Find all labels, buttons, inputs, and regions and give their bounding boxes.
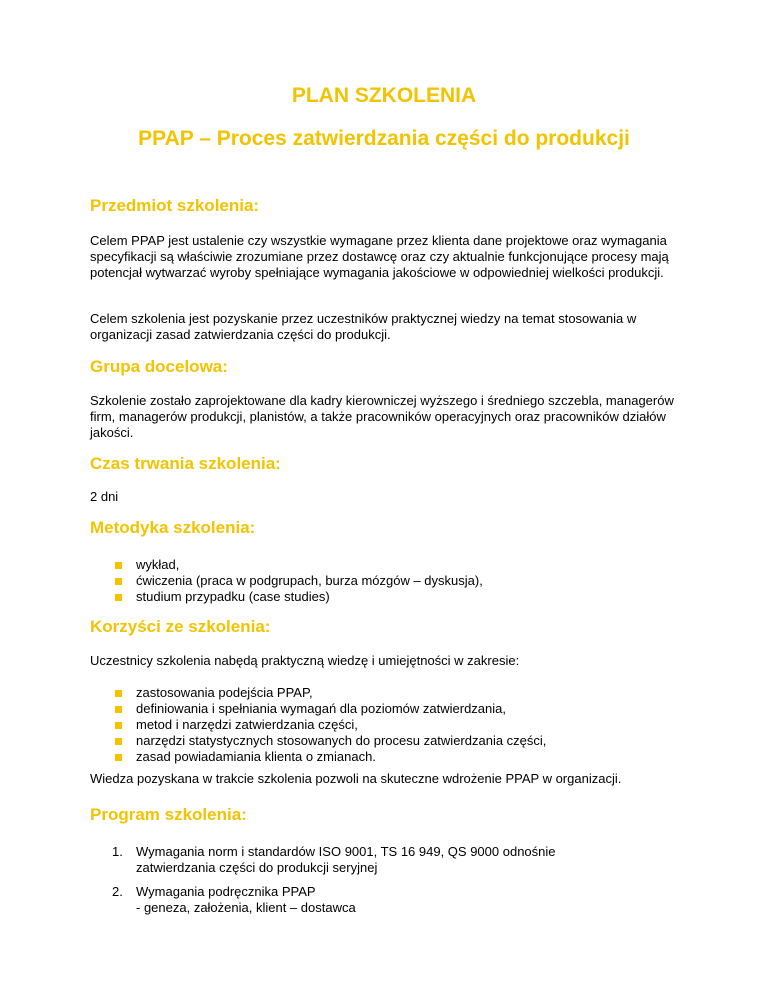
program-item xyxy=(112,884,556,916)
grupa-paragraph: Szkolenie zostało zaprojektowane dla kadry kierowniczej wyższego i średniego szczebla, managerów firm, managerów produkcji, planistów, a także pracowników operacyjnych oraz pracowników działów jakości. xyxy=(90,393,674,440)
program-item-number: 1. xyxy=(112,844,123,859)
heading-przedmiot: Przedmiot szkolenia: xyxy=(90,196,260,215)
list-item: zasad powiadamiania klienta o zmianach. xyxy=(112,749,546,765)
metodyka-list xyxy=(112,557,483,605)
przedmiot-paragraph-2: Celem szkolenia jest pozyskanie przez uczestników praktycznej wiedzy na temat stosowania w organizacji zasad zatwierdzania części do produkcji. xyxy=(90,311,637,342)
heading-metodyka: Metodyka szkolenia: xyxy=(90,518,256,537)
program-item-line: Wymagania podręcznika PPAP xyxy=(136,884,316,899)
list-item: wykład, xyxy=(112,557,483,573)
list-item: definiowania i spełniania wymagań dla poziomów zatwierdzania, xyxy=(112,701,546,717)
list-item: zastosowania podejścia PPAP, xyxy=(112,685,546,701)
document-title: PLAN SZKOLENIA xyxy=(291,84,477,107)
heading-korzysci: Korzyści ze szkolenia: xyxy=(90,617,271,636)
list-item: metod i narzędzi zatwierdzania części, xyxy=(112,717,546,733)
program-list xyxy=(112,844,556,924)
heading-program: Program szkolenia: xyxy=(90,805,247,824)
korzysci-outro: Wiedza pozyskana w trakcie szkolenia pozwoli na skuteczne wdrożenie PPAP w organizacji. xyxy=(90,771,622,786)
czas-paragraph: 2 dni xyxy=(90,489,119,504)
heading-czas: Czas trwania szkolenia: xyxy=(90,454,281,473)
program-item-number: 2. xyxy=(112,884,123,899)
list-item: studium przypadku (case studies) xyxy=(112,589,483,605)
przedmiot-paragraph-1: Celem PPAP jest ustalenie czy wszystkie wymagane przez klienta dane projektowe oraz wymagania specyfikacji są właściwie zrozumiane przez dostawcę oraz czy aktualnie funkcjonujące procesy mają potencjał wytwarzać wyroby spełniające wymagania jakościowe w odpowiedniej wielkości produkcji. xyxy=(90,233,669,280)
program-item-line: - geneza, założenia, klient – dostawca xyxy=(136,900,356,915)
program-item-line: zatwierdzania części do produkcji seryjnej xyxy=(136,860,378,875)
heading-grupa: Grupa docelowa: xyxy=(90,357,228,376)
korzysci-intro: Uczestnicy szkolenia nabędą praktyczną wiedzę i umiejętności w zakresie: xyxy=(90,653,520,668)
document-subtitle: PPAP – Proces zatwierdzania części do produkcji xyxy=(138,127,630,150)
list-item: narzędzi statystycznych stosowanych do procesu zatwierdzania części, xyxy=(112,733,546,749)
program-item-line: Wymagania norm i standardów ISO 9001, TS 16 949, QS 9000 odnośnie xyxy=(136,844,556,859)
korzysci-list xyxy=(112,685,546,765)
program-item xyxy=(112,844,556,876)
list-item: ćwiczenia (praca w podgrupach, burza mózgów – dyskusja), xyxy=(112,573,483,589)
